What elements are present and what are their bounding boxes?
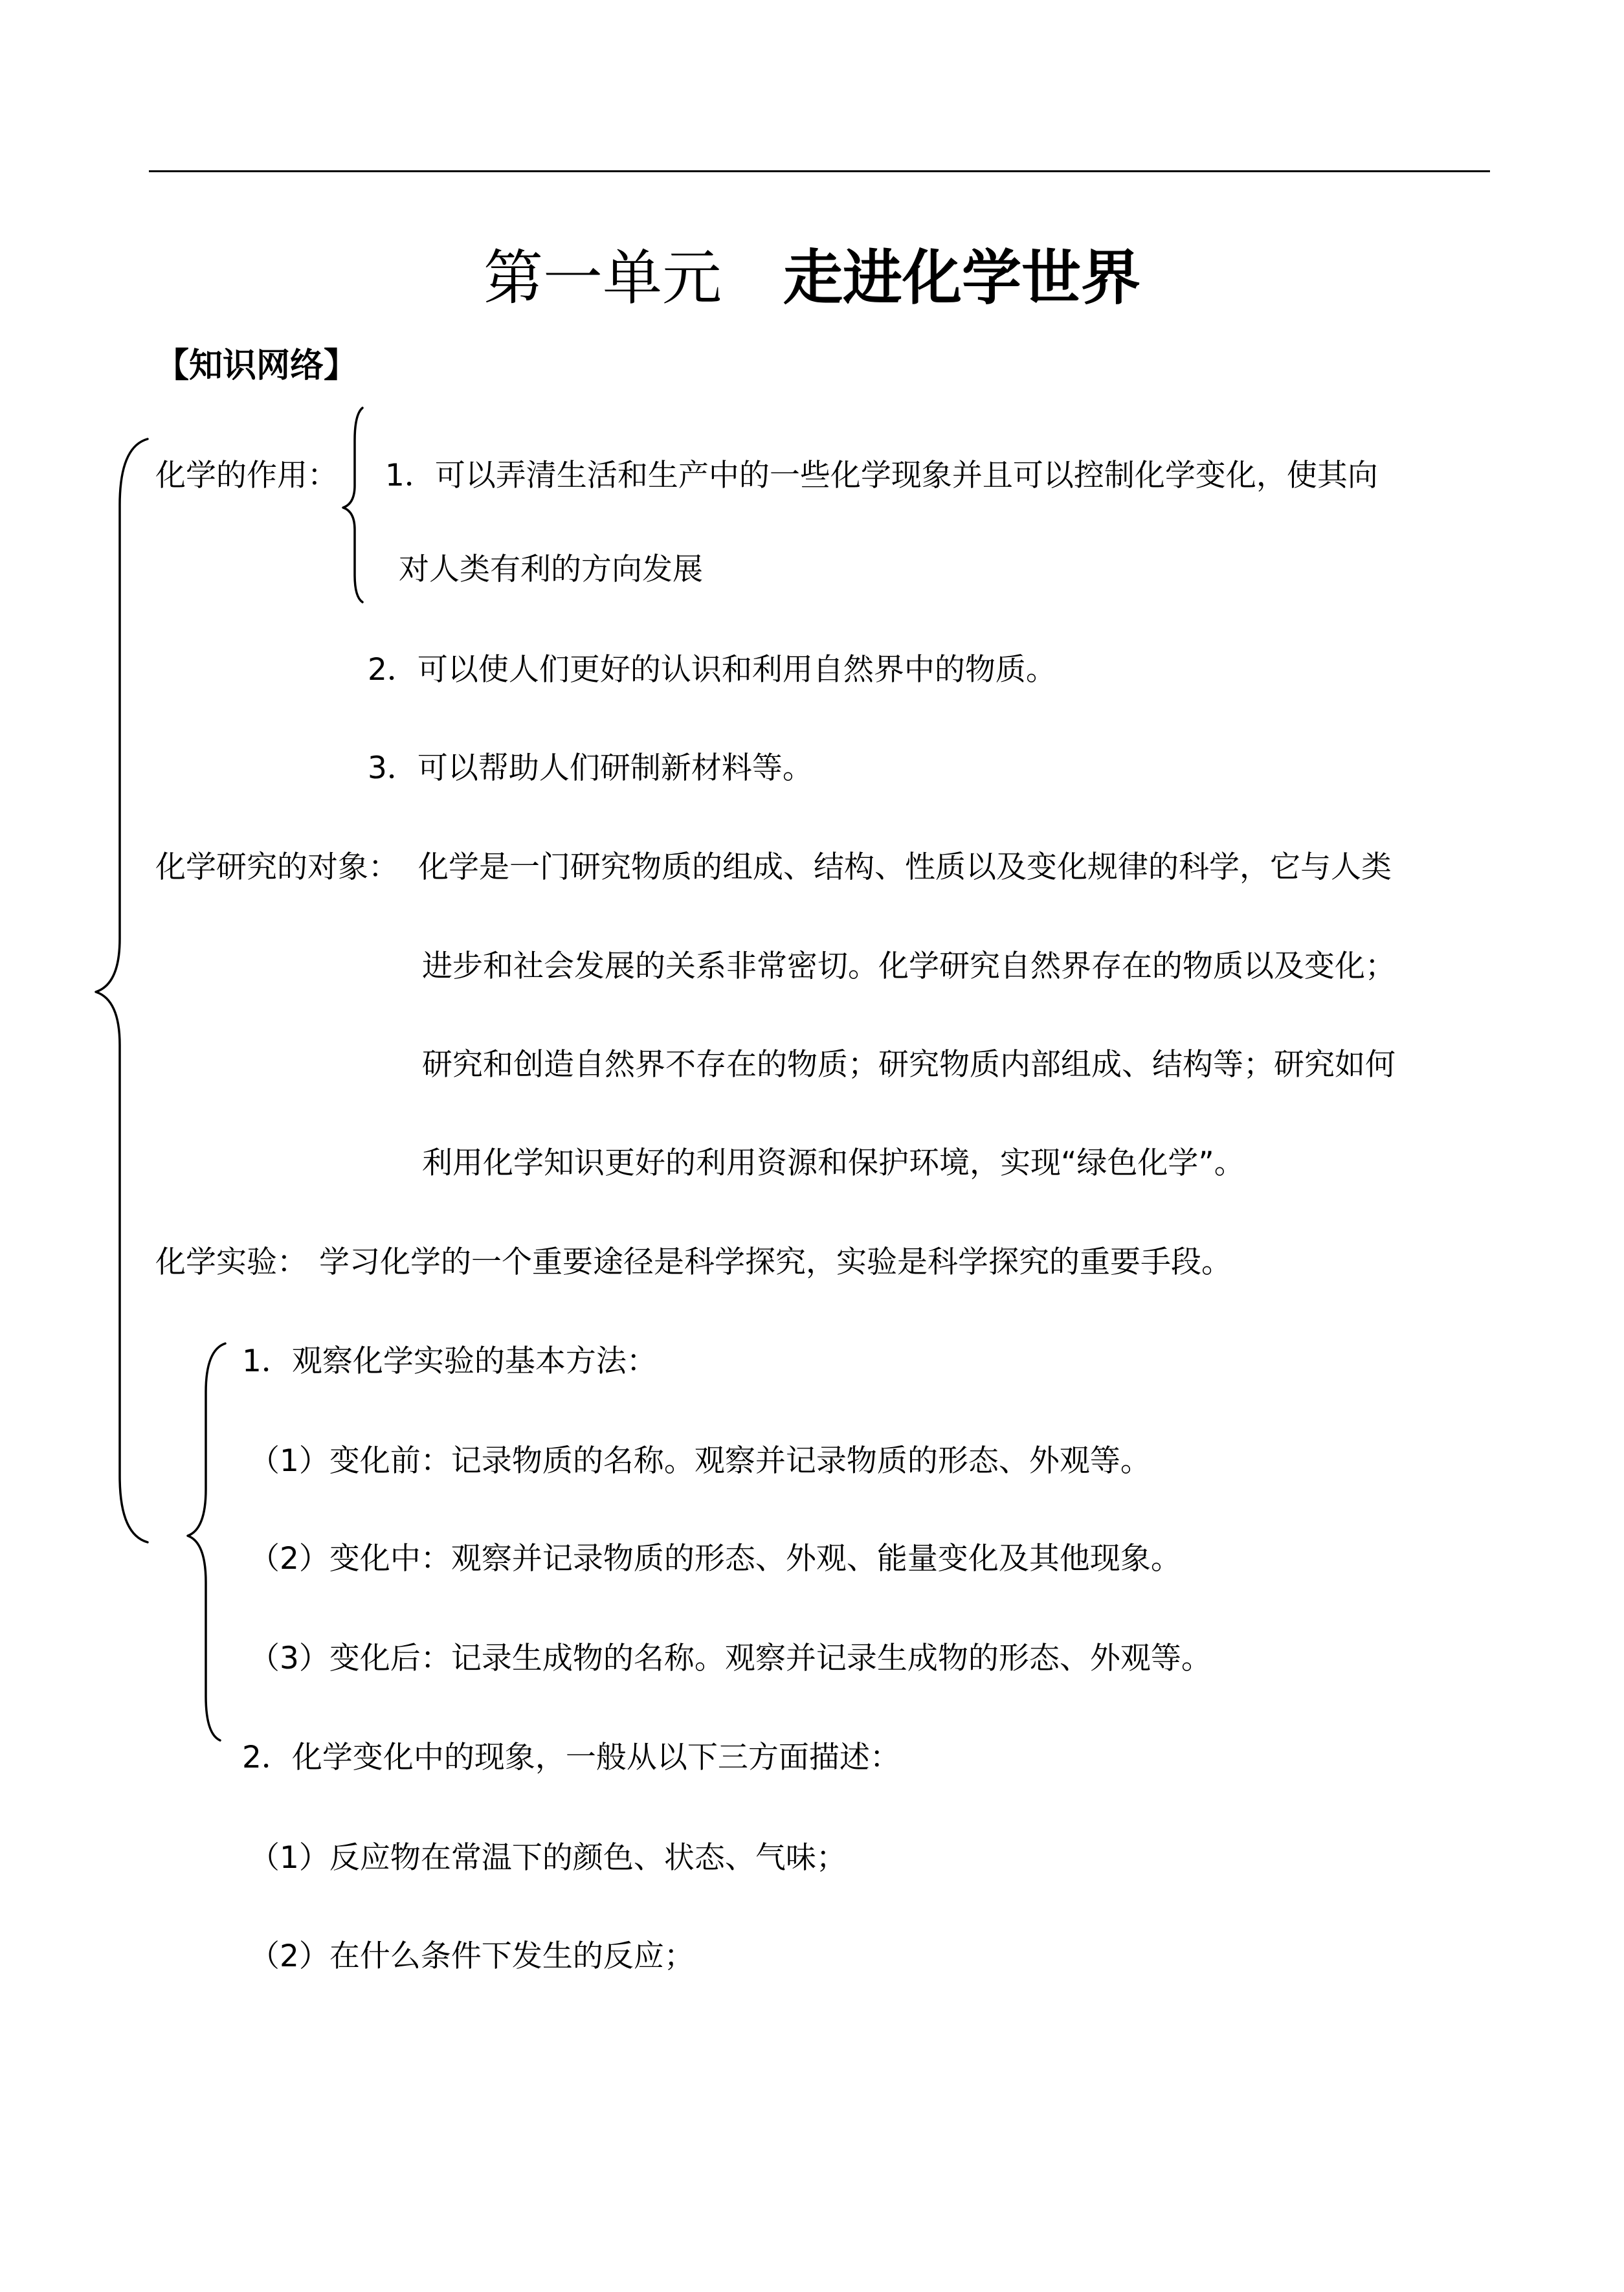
outer-brace <box>96 439 148 1542</box>
role-label: 化学的作用： <box>155 458 338 493</box>
object-line1: 化学是一门研究物质的组成、结构、性质以及变化规律的科学，它与人类 <box>418 849 1392 885</box>
phenomena-item-1: （1）反应物在常温下的颜色、状态、气味； <box>249 1840 847 1876</box>
section-heading: 【知识网络】 <box>155 346 358 385</box>
role-item1-line1: 1．可以弄清生活和生产中的一些化学现象并且可以控制化学变化，使其向 <box>385 458 1378 493</box>
experiment-label: 化学实验： <box>155 1244 307 1280</box>
role-brace <box>343 408 362 602</box>
role-item2: 2．可以使人们更好的认识和利用自然界中的物质。 <box>368 652 1056 688</box>
observe-item-1: （1）变化前：记录物质的名称。观察并记录物质的形态、外观等。 <box>249 1443 1151 1479</box>
role-item1-line2: 对人类有利的方向发展 <box>399 552 703 587</box>
object-line2: 进步和社会发展的关系非常密切。化学研究自然界存在的物质以及变化； <box>422 949 1396 984</box>
phenomena-title: 2．化学变化中的现象，一般从以下三方面描述： <box>242 1740 900 1775</box>
object-line3: 研究和创造自然界不存在的物质；研究物质内部组成、结构等；研究如何 <box>422 1047 1396 1083</box>
phenomena-item-2: （2）在什么条件下发生的反应； <box>249 1938 695 1974</box>
object-line4: 利用化学知识更好的利用资源和保护环境，实现“绿色化学”。 <box>422 1145 1245 1181</box>
role-item3: 3．可以帮助人们研制新材料等。 <box>368 750 813 786</box>
title-unit: 第一单元 <box>483 243 722 313</box>
observe-item-2: （2）变化中：观察并记录物质的形态、外观、能量变化及其他现象。 <box>249 1541 1181 1577</box>
title-name: 走进化学世界 <box>783 243 1141 313</box>
observe-title: 1．观察化学实验的基本方法： <box>242 1343 657 1379</box>
observe-item-3: （3）变化后：记录生成物的名称。观察并记录生成物的形态、外观等。 <box>249 1641 1212 1676</box>
observe-brace <box>188 1343 225 1740</box>
object-label: 化学研究的对象： <box>155 849 399 885</box>
experiment-text: 学习化学的一个重要途径是科学探究，实验是科学探究的重要手段。 <box>319 1244 1232 1280</box>
